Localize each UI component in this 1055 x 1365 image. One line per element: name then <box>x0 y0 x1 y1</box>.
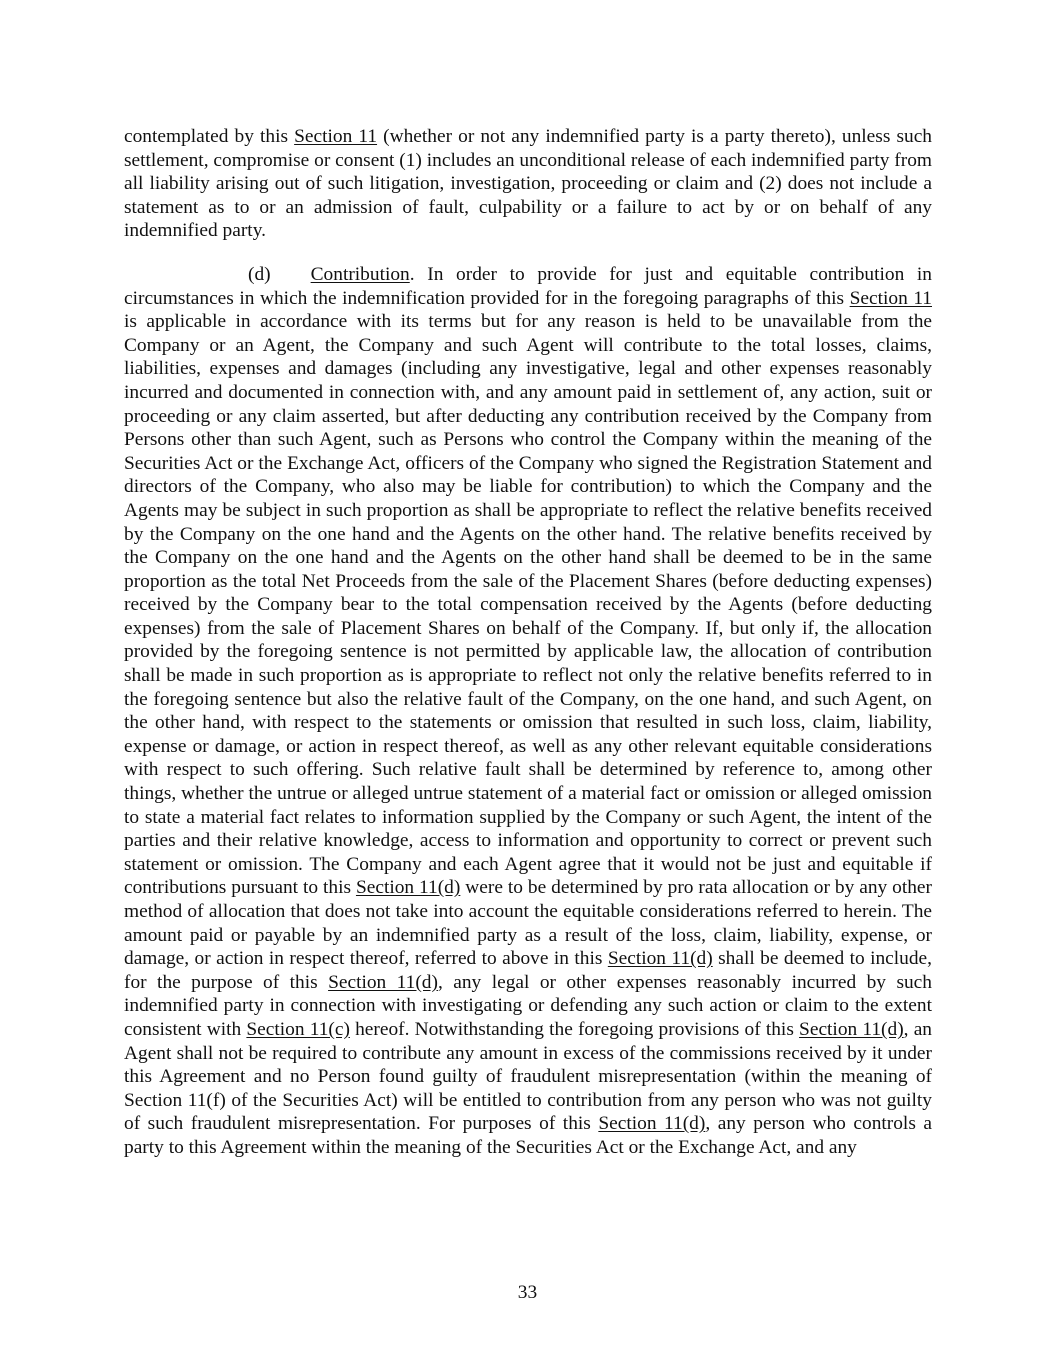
section-reference: Section 11(d) <box>607 948 713 970</box>
paragraph-heading: Contribution <box>310 263 410 285</box>
paragraph-label: (d) <box>248 263 271 285</box>
text-run: , any legal or other expenses reasonably incurred by such indemnified party in connection with investigating or defending any such action or claim to the extent consistent with <box>124 971 932 1040</box>
text-run: . In order to provide for just and equitable contribution in circumstances in which the indemnification provided for in the foregoing paragraphs of this <box>124 263 932 309</box>
paragraph-settlement-continuation <box>124 125 932 243</box>
section-reference: Section 11 <box>849 287 932 309</box>
section-reference: Section 11 <box>294 126 378 147</box>
section-reference: Section 11(d) <box>328 971 438 993</box>
text-run: contemplated by this <box>124 126 295 147</box>
text-run: (whether or not any indemnified party is a party thereto), unless such settlement, compromise or consent (1) includes an unconditional release of each indemnified party from all liability arising out of such litigation, investigation, proceeding or claim and (2) does not include a statement as to or an admission of fault, culpability or a failure to act by or on behalf of any indemnified party. <box>124 126 932 242</box>
text-run: hereof. Notwithstanding the foregoing provisions of this <box>349 1018 800 1040</box>
section-reference: Section 11(d) <box>598 1113 706 1135</box>
section-reference: Section 11(c) <box>246 1018 350 1040</box>
section-reference: Section 11(d) <box>799 1018 904 1040</box>
text-run: shall be deemed to include, for the purpose of this <box>124 948 933 993</box>
text-run: were to be determined by pro rata allocation or by any other method of allocation that does not take into account the equitable considerations referred to herein. The amount paid or payable by an indemnified party as a result of the loss, claim, liability, expense, or damage, or action in respect thereof, referred to above in this <box>124 877 932 970</box>
document-body <box>124 125 932 1160</box>
text-run: , an Agent shall not be required to contribute any amount in excess of the commissions received by it under this Agreement and no Person found guilty of fraudulent misrepresentation (within the meaning of Section 11(f) of the Securities Act) will be entitled to contribution from any person who was not guilty of such fraudulent misrepresentation. For purposes of this <box>124 1018 932 1135</box>
text-run: is applicable in accordance with its terms but for any reason is held to be unavailable from the Company or an Agent, the Company and such Agent will contribute to the total losses, claims, liabilities, expenses and damages (including any investigative, legal and other expenses reasonably incurred and documented in connection with, and any amount paid in settlement of, any action, suit or proceeding or any claim asserted, but after deducting any contribution received by the Company from Persons other than such Agent, such as Persons who control the Company within the meaning of the Securities Act or the Exchange Act, officers of the Company who signed the Registration Statement and directors of the Company, who also may be liable for contribution) to which the Company and the Agents may be subject in such proportion as shall be appropriate to reflect the relative benefits received by the Company on the one hand and the Agents on the other hand. The relative benefits received by the Company on the one hand and the Agents on the other hand shall be deemed to be in the same proportion as the total Net Proceeds from the sale of the Placement Shares (before deducting expenses) received by the Company bear to the total compensation received by the Agents (before deducting expenses) from the sale of Placement Shares on behalf of the Company. If, but only if, the allocation provided by the foregoing sentence is not permitted by applicable law, the allocation of contribution shall be made in such proportion as is appropriate to reflect not only the relative benefits referred to in the foregoing sentence but also the relative fault of the Company, on the one hand, and such Agent, on the other hand, with respect to the statements or omission that resulted in such loss, claim, liability, expense or damage, or action in respect thereof, as well as any other relevant equitable considerations with respect to such offering. Such relative fault shall be determined by reference to, among other things, whether the untrue or alleged untrue statement of a material fact or omission or alleged omission to state a material fact relates to information supplied by the Company or such Agent, the intent of the parties and their relative knowledge, access to information and opportunity to correct or prevent such statement or omission. The Company and each Agent agree that it would not be just and equitable if contributions pursuant to this <box>124 311 932 899</box>
text-run: , any person who controls a party to this Agreement within the meaning of the Securities Act or the Exchange Act, and any <box>124 1113 933 1158</box>
page-number: 33 <box>517 1282 538 1303</box>
section-reference: Section 11(d) <box>355 877 461 899</box>
paragraph-contribution <box>124 263 932 1160</box>
